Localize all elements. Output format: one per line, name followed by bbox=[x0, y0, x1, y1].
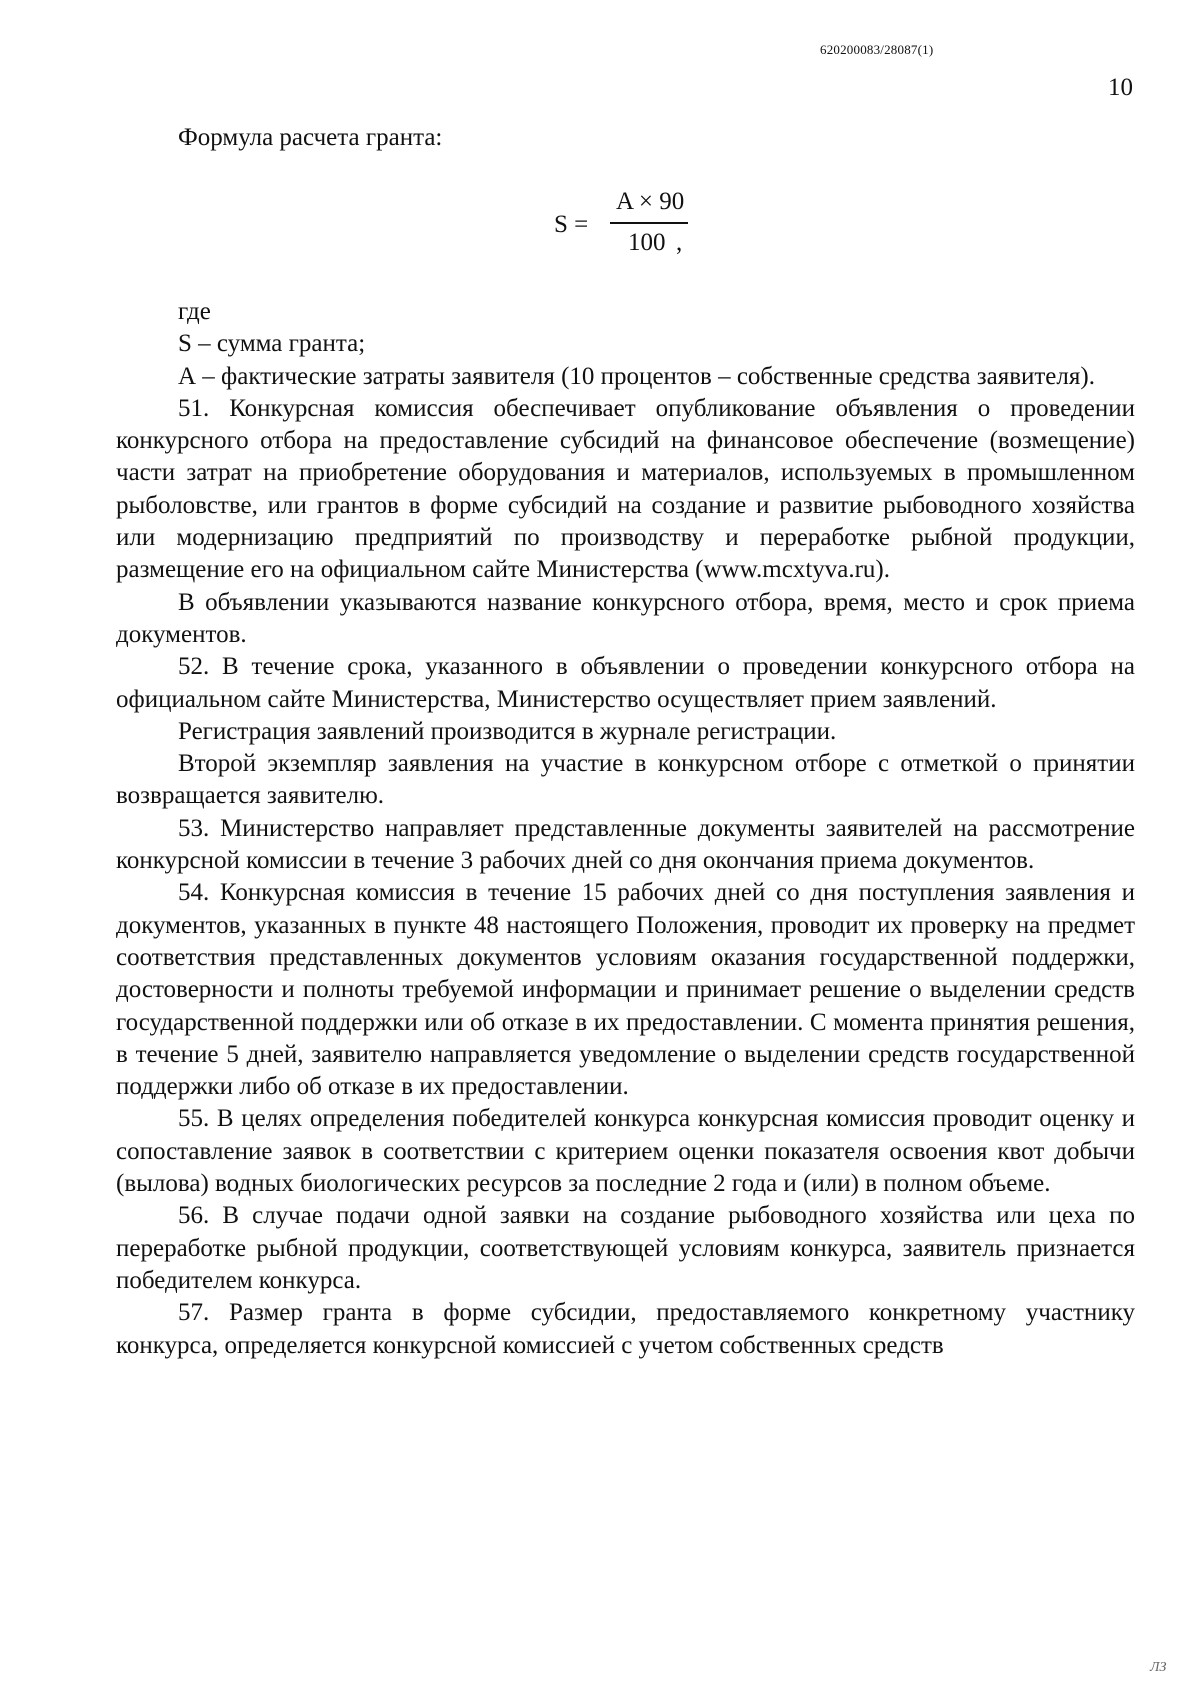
formula-lhs: S = bbox=[554, 211, 589, 238]
paragraph: 56. В случае подачи одной заявки на создание рыбоводного хозяйства или цеха по переработке рыбной продукции, соответствующей условиям конкурса, заявитель признается победителем конкурса. bbox=[116, 1202, 1135, 1294]
paragraph: 54. Конкурсная комиссия в течение 15 рабочих дней со дня поступления заявления и документов, указанных в пункте 48 настоящего Положения, проводит их проверку на предмет соответствия представленных документов условиям оказания государственной поддержки, достоверности и полноты требуемой информации и принимает решение о выделении средств государственной поддержки или об отказе в их предоставлении. С момента принятия решения, в течение 5 дней, заявителю направляется уведомление о выделении средств государственной поддержки либо об отказе в их предоставлении. bbox=[116, 879, 1135, 1101]
paragraph: 55. В целях определения победителей конкурса конкурсная комиссия проводит оценку и сопоставление заявок в соответствии с критерием оценки показателя освоения квот добычи (вылова) водных биологических ресурсов за последние 2 года и (или) в полном объеме. bbox=[116, 1105, 1135, 1198]
page-number: 10 bbox=[1108, 74, 1133, 101]
paragraph: Регистрация заявлений производится в журнале регистрации. bbox=[178, 717, 837, 745]
document-id: 620200083/28087(1) bbox=[820, 42, 934, 57]
grant-formula bbox=[554, 188, 694, 264]
paragraph: 52. В течение срока, указанного в объявлении о проведении конкурсного отбора на официальном сайте Министерства, Министерство осуществляет прием заявлений. bbox=[116, 653, 1135, 713]
corner-stamp: ЛЗ bbox=[1150, 1660, 1167, 1675]
paragraph: А – фактические затраты заявителя (10 процентов – собственные средства заявителя). bbox=[178, 362, 1095, 390]
paragraph: В объявлении указываются название конкурсного отбора, время, место и срок приема документов. bbox=[116, 588, 1135, 648]
paragraph: 51. Конкурсная комиссия обеспечивает опубликование объявления о проведении конкурсного отбора на предоставление субсидий на финансовое обеспечение (возмещение) части затрат на приобретение оборудования и материалов, используемых в промышленном рыболовстве, или грантов в форме субсидий на создание и развитие рыбоводного хозяйства или модернизацию предприятий по производству и переработке рыбной продукции, размещение его на официальном сайте Министерства (www.mcxtyva.ru). bbox=[116, 394, 1135, 584]
formula-numerator: A × 90 bbox=[616, 188, 685, 215]
paragraph: Второй экземпляр заявления на участие в конкурсном отборе с отметкой о принятии возвращается заявителю. bbox=[116, 750, 1135, 810]
formula-intro: Формула расчета гранта: bbox=[178, 124, 443, 151]
fraction-bar bbox=[610, 222, 688, 224]
formula-comma: , bbox=[676, 229, 683, 256]
paragraph: S – сумма гранта; bbox=[178, 330, 366, 358]
paragraph: где bbox=[178, 298, 211, 325]
paragraph: 53. Министерство направляет представленные документы заявителей на рассмотрение конкурсной комиссии в течение 3 рабочих дней со дня окончания приема документов. bbox=[116, 814, 1135, 875]
formula-denominator: 100 bbox=[628, 229, 666, 256]
paragraph: 57. Размер гранта в форме субсидии, предоставляемого конкретному участнику конкурса, определяется конкурсной комиссией с учетом собственных средств bbox=[116, 1299, 1135, 1359]
document-body bbox=[116, 296, 1135, 1362]
